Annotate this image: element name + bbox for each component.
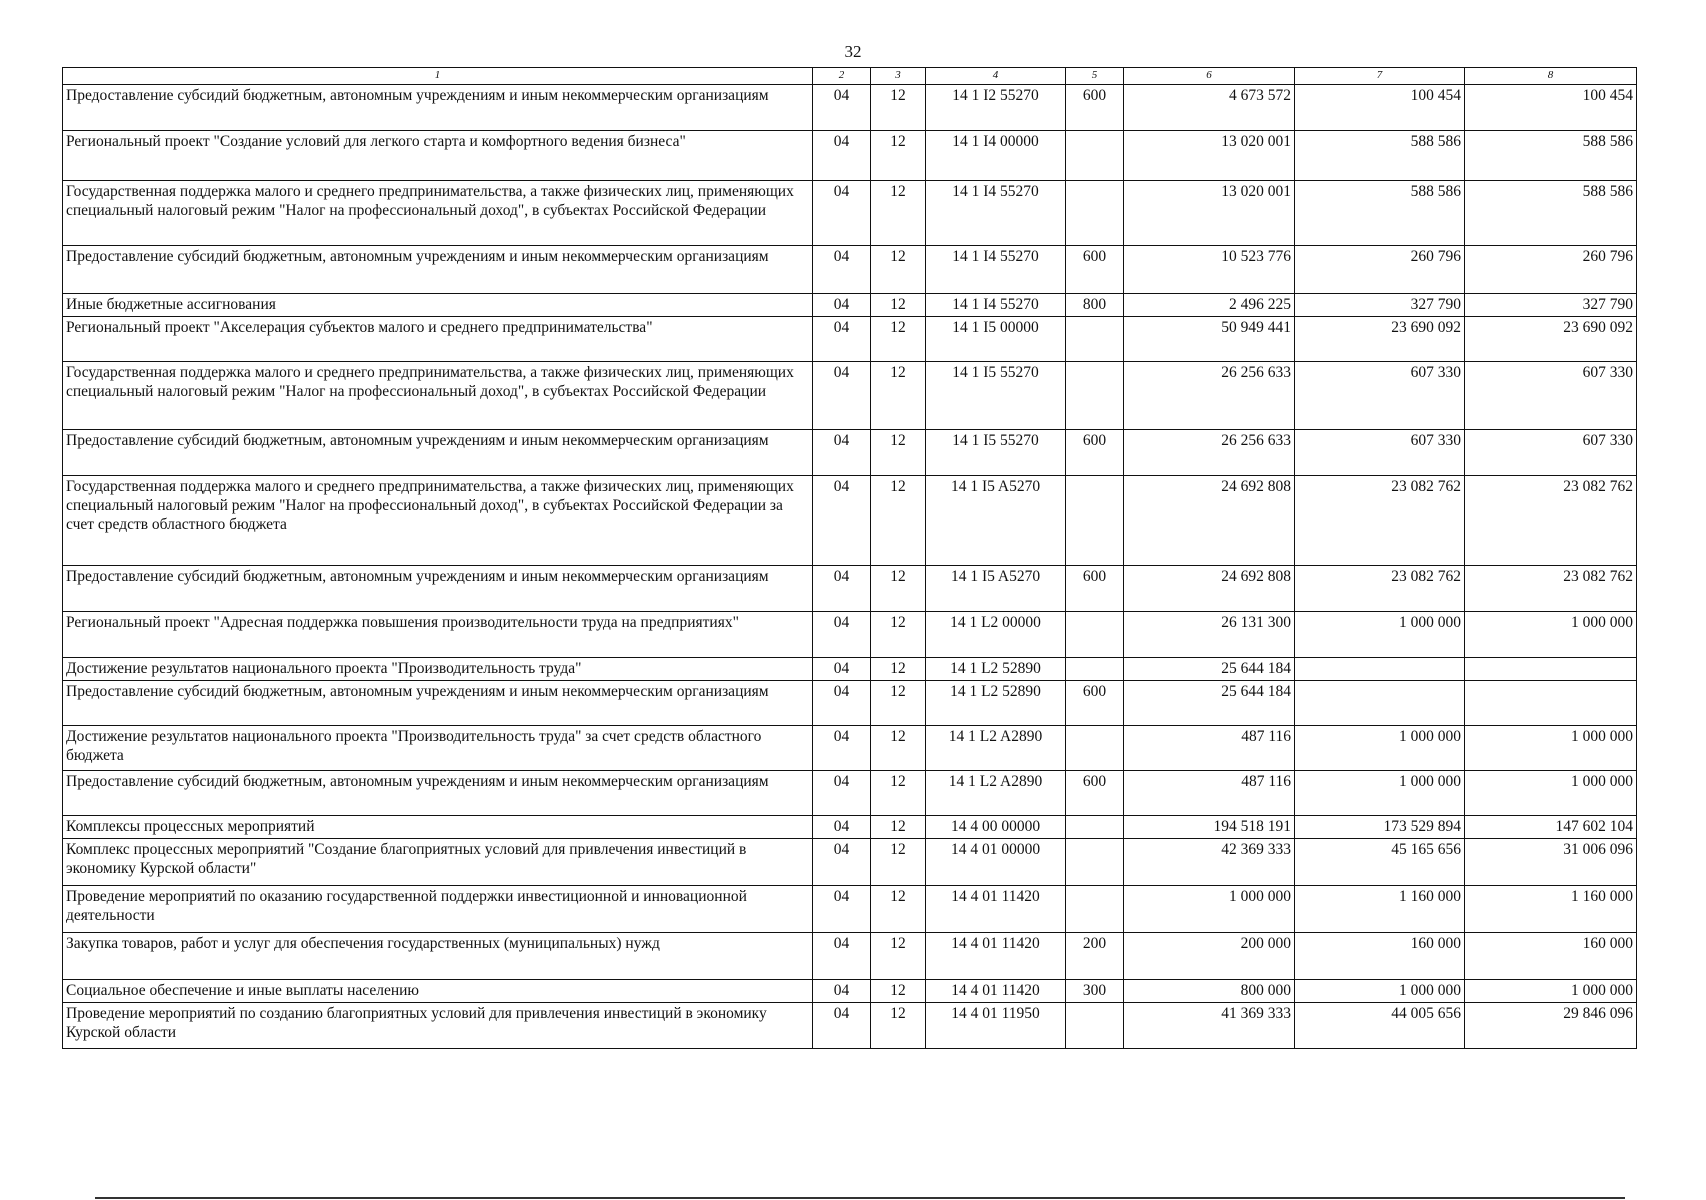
table-row bbox=[63, 362, 1637, 430]
cell-section: 04 bbox=[813, 1003, 871, 1049]
cell-subsection: 12 bbox=[871, 476, 926, 566]
cell-amount-year-2: 260 796 bbox=[1295, 246, 1465, 294]
cell-target-article: 14 4 00 00000 bbox=[926, 816, 1066, 839]
cell-section: 04 bbox=[813, 839, 871, 886]
cell-amount-year-2: 1 000 000 bbox=[1295, 612, 1465, 658]
cell-target-article: 14 1 I5 55270 bbox=[926, 430, 1066, 476]
header-cell: 8 bbox=[1465, 68, 1637, 85]
cell-subsection: 12 bbox=[871, 1003, 926, 1049]
cell-name: Проведение мероприятий по созданию благоприятных условий для привлечения инвестиций в экономику Курской области bbox=[63, 1003, 813, 1049]
cell-amount-year-1: 42 369 333 bbox=[1124, 839, 1295, 886]
table-row bbox=[63, 1003, 1637, 1049]
cell-amount-year-1: 26 256 633 bbox=[1124, 430, 1295, 476]
cell-section: 04 bbox=[813, 886, 871, 933]
cell-target-article: 14 4 01 11420 bbox=[926, 980, 1066, 1003]
table-row bbox=[63, 131, 1637, 181]
cell-target-article: 14 1 L2 52890 bbox=[926, 681, 1066, 726]
cell-amount-year-1: 26 256 633 bbox=[1124, 362, 1295, 430]
cell-target-article: 14 1 I5 A5270 bbox=[926, 476, 1066, 566]
cell-section: 04 bbox=[813, 246, 871, 294]
table-row bbox=[63, 886, 1637, 933]
cell-amount-year-3: 260 796 bbox=[1465, 246, 1637, 294]
table-row bbox=[63, 612, 1637, 658]
cell-name: Государственная поддержка малого и среднего предпринимательства, а также физических лиц, применяющих специальный налоговый режим "Налог на профессиональный доход", в субъектах Российской Федерации bbox=[63, 181, 813, 246]
cell-name: Комплекс процессных мероприятий "Создание благоприятных условий для привлечения инвестиций в экономику Курской области" bbox=[63, 839, 813, 886]
cell-target-article: 14 4 01 11950 bbox=[926, 1003, 1066, 1049]
cell-expense-type bbox=[1066, 816, 1124, 839]
cell-section: 04 bbox=[813, 362, 871, 430]
cell-expense-type: 200 bbox=[1066, 933, 1124, 980]
cell-amount-year-2: 607 330 bbox=[1295, 430, 1465, 476]
cell-section: 04 bbox=[813, 131, 871, 181]
table-row bbox=[63, 726, 1637, 771]
cell-section: 04 bbox=[813, 476, 871, 566]
cell-subsection: 12 bbox=[871, 839, 926, 886]
cell-subsection: 12 bbox=[871, 181, 926, 246]
cell-amount-year-1: 800 000 bbox=[1124, 980, 1295, 1003]
cell-amount-year-1: 25 644 184 bbox=[1124, 681, 1295, 726]
cell-name: Предоставление субсидий бюджетным, автономным учреждениям и иным некоммерческим организациям bbox=[63, 566, 813, 612]
cell-amount-year-1: 487 116 bbox=[1124, 726, 1295, 771]
cell-expense-type: 600 bbox=[1066, 566, 1124, 612]
cell-expense-type: 600 bbox=[1066, 430, 1124, 476]
cell-subsection: 12 bbox=[871, 726, 926, 771]
cell-subsection: 12 bbox=[871, 246, 926, 294]
cell-amount-year-2: 23 082 762 bbox=[1295, 566, 1465, 612]
cell-amount-year-1: 41 369 333 bbox=[1124, 1003, 1295, 1049]
cell-target-article: 14 1 L2 A2890 bbox=[926, 726, 1066, 771]
table-row bbox=[63, 294, 1637, 317]
cell-amount-year-3: 23 082 762 bbox=[1465, 476, 1637, 566]
cell-expense-type: 600 bbox=[1066, 681, 1124, 726]
cell-amount-year-1: 25 644 184 bbox=[1124, 658, 1295, 681]
cell-amount-year-2: 44 005 656 bbox=[1295, 1003, 1465, 1049]
cell-section: 04 bbox=[813, 980, 871, 1003]
cell-expense-type: 800 bbox=[1066, 294, 1124, 317]
cell-amount-year-3: 23 082 762 bbox=[1465, 566, 1637, 612]
cell-amount-year-3: 31 006 096 bbox=[1465, 839, 1637, 886]
cell-expense-type bbox=[1066, 476, 1124, 566]
cell-amount-year-3: 1 000 000 bbox=[1465, 771, 1637, 816]
cell-section: 04 bbox=[813, 726, 871, 771]
cell-subsection: 12 bbox=[871, 362, 926, 430]
cell-amount-year-2 bbox=[1295, 681, 1465, 726]
cell-amount-year-1: 487 116 bbox=[1124, 771, 1295, 816]
cell-amount-year-1: 1 000 000 bbox=[1124, 886, 1295, 933]
cell-target-article: 14 1 I5 A5270 bbox=[926, 566, 1066, 612]
cell-amount-year-3: 607 330 bbox=[1465, 430, 1637, 476]
cell-expense-type: 300 bbox=[1066, 980, 1124, 1003]
cell-name: Достижение результатов национального проекта "Производительность труда" bbox=[63, 658, 813, 681]
cell-target-article: 14 4 01 11420 bbox=[926, 886, 1066, 933]
cell-name: Предоставление субсидий бюджетным, автономным учреждениям и иным некоммерческим организациям bbox=[63, 430, 813, 476]
cell-amount-year-1: 26 131 300 bbox=[1124, 612, 1295, 658]
table-row bbox=[63, 980, 1637, 1003]
cell-amount-year-1: 200 000 bbox=[1124, 933, 1295, 980]
table-row bbox=[63, 476, 1637, 566]
table-row bbox=[63, 658, 1637, 681]
cell-section: 04 bbox=[813, 933, 871, 980]
cell-name: Комплексы процессных мероприятий bbox=[63, 816, 813, 839]
cell-amount-year-2: 588 586 bbox=[1295, 131, 1465, 181]
table-row bbox=[63, 816, 1637, 839]
cell-amount-year-3: 147 602 104 bbox=[1465, 816, 1637, 839]
cell-target-article: 14 1 I5 55270 bbox=[926, 362, 1066, 430]
cell-target-article: 14 4 01 00000 bbox=[926, 839, 1066, 886]
cell-name: Достижение результатов национального проекта "Производительность труда" за счет средств областного бюджета bbox=[63, 726, 813, 771]
cell-amount-year-1: 13 020 001 bbox=[1124, 181, 1295, 246]
cell-amount-year-2: 1 000 000 bbox=[1295, 980, 1465, 1003]
cell-name: Закупка товаров, работ и услуг для обеспечения государственных (муниципальных) нужд bbox=[63, 933, 813, 980]
cell-amount-year-2: 45 165 656 bbox=[1295, 839, 1465, 886]
bottom-divider bbox=[95, 1197, 1625, 1199]
cell-name: Предоставление субсидий бюджетным, автономным учреждениям и иным некоммерческим организациям bbox=[63, 85, 813, 131]
cell-amount-year-3: 607 330 bbox=[1465, 362, 1637, 430]
cell-section: 04 bbox=[813, 816, 871, 839]
cell-subsection: 12 bbox=[871, 816, 926, 839]
cell-expense-type bbox=[1066, 181, 1124, 246]
table-row bbox=[63, 839, 1637, 886]
cell-name: Региональный проект "Акселерация субъектов малого и среднего предпринимательства" bbox=[63, 317, 813, 362]
cell-amount-year-1: 24 692 808 bbox=[1124, 566, 1295, 612]
cell-expense-type bbox=[1066, 658, 1124, 681]
cell-target-article: 14 1 I2 55270 bbox=[926, 85, 1066, 131]
header-cell: 2 bbox=[813, 68, 871, 85]
cell-amount-year-3: 1 000 000 bbox=[1465, 612, 1637, 658]
cell-amount-year-1: 2 496 225 bbox=[1124, 294, 1295, 317]
budget-table bbox=[62, 67, 1637, 1049]
cell-amount-year-1: 24 692 808 bbox=[1124, 476, 1295, 566]
cell-amount-year-3: 29 846 096 bbox=[1465, 1003, 1637, 1049]
cell-amount-year-3: 327 790 bbox=[1465, 294, 1637, 317]
cell-amount-year-2: 1 160 000 bbox=[1295, 886, 1465, 933]
cell-target-article: 14 1 I4 55270 bbox=[926, 181, 1066, 246]
cell-name: Государственная поддержка малого и среднего предпринимательства, а также физических лиц, применяющих специальный налоговый режим "Налог на профессиональный доход", в субъектах Российской Федерации bbox=[63, 362, 813, 430]
cell-name: Региональный проект "Создание условий для легкого старта и комфортного ведения бизнеса" bbox=[63, 131, 813, 181]
cell-section: 04 bbox=[813, 612, 871, 658]
cell-subsection: 12 bbox=[871, 430, 926, 476]
cell-amount-year-3: 588 586 bbox=[1465, 181, 1637, 246]
cell-target-article: 14 1 I5 00000 bbox=[926, 317, 1066, 362]
cell-amount-year-1: 10 523 776 bbox=[1124, 246, 1295, 294]
cell-expense-type bbox=[1066, 726, 1124, 771]
table-row bbox=[63, 317, 1637, 362]
header-cell: 4 bbox=[926, 68, 1066, 85]
cell-amount-year-2: 607 330 bbox=[1295, 362, 1465, 430]
cell-expense-type bbox=[1066, 317, 1124, 362]
cell-amount-year-2: 1 000 000 bbox=[1295, 726, 1465, 771]
cell-amount-year-1: 13 020 001 bbox=[1124, 131, 1295, 181]
cell-subsection: 12 bbox=[871, 681, 926, 726]
cell-section: 04 bbox=[813, 181, 871, 246]
cell-expense-type bbox=[1066, 362, 1124, 430]
table-row bbox=[63, 85, 1637, 131]
cell-amount-year-2: 23 082 762 bbox=[1295, 476, 1465, 566]
cell-section: 04 bbox=[813, 658, 871, 681]
cell-amount-year-3: 23 690 092 bbox=[1465, 317, 1637, 362]
cell-amount-year-2: 588 586 bbox=[1295, 181, 1465, 246]
cell-expense-type: 600 bbox=[1066, 771, 1124, 816]
cell-subsection: 12 bbox=[871, 317, 926, 362]
table-body bbox=[63, 85, 1637, 1049]
cell-amount-year-2: 160 000 bbox=[1295, 933, 1465, 980]
cell-subsection: 12 bbox=[871, 294, 926, 317]
header-cell: 7 bbox=[1295, 68, 1465, 85]
cell-subsection: 12 bbox=[871, 612, 926, 658]
cell-amount-year-2: 173 529 894 bbox=[1295, 816, 1465, 839]
cell-name: Социальное обеспечение и иные выплаты населению bbox=[63, 980, 813, 1003]
cell-name: Предоставление субсидий бюджетным, автономным учреждениям и иным некоммерческим организациям bbox=[63, 246, 813, 294]
cell-amount-year-3: 100 454 bbox=[1465, 85, 1637, 131]
cell-amount-year-2: 327 790 bbox=[1295, 294, 1465, 317]
header-cell: 6 bbox=[1124, 68, 1295, 85]
cell-subsection: 12 bbox=[871, 771, 926, 816]
cell-section: 04 bbox=[813, 681, 871, 726]
cell-amount-year-2 bbox=[1295, 658, 1465, 681]
cell-target-article: 14 1 L2 52890 bbox=[926, 658, 1066, 681]
cell-subsection: 12 bbox=[871, 85, 926, 131]
cell-target-article: 14 1 L2 A2890 bbox=[926, 771, 1066, 816]
cell-amount-year-3: 1 160 000 bbox=[1465, 886, 1637, 933]
page-number: 32 bbox=[844, 42, 862, 61]
table-row bbox=[63, 933, 1637, 980]
cell-amount-year-3: 1 000 000 bbox=[1465, 980, 1637, 1003]
table-row bbox=[63, 181, 1637, 246]
cell-target-article: 14 1 I4 55270 bbox=[926, 294, 1066, 317]
cell-amount-year-2: 23 690 092 bbox=[1295, 317, 1465, 362]
cell-expense-type bbox=[1066, 1003, 1124, 1049]
cell-name: Проведение мероприятий по оказанию государственной поддержки инвестиционной и инновационной деятельности bbox=[63, 886, 813, 933]
table-row bbox=[63, 430, 1637, 476]
header-cell: 3 bbox=[871, 68, 926, 85]
cell-amount-year-2: 100 454 bbox=[1295, 85, 1465, 131]
cell-section: 04 bbox=[813, 430, 871, 476]
cell-subsection: 12 bbox=[871, 886, 926, 933]
cell-amount-year-3 bbox=[1465, 681, 1637, 726]
table-row bbox=[63, 566, 1637, 612]
cell-amount-year-1: 194 518 191 bbox=[1124, 816, 1295, 839]
cell-expense-type: 600 bbox=[1066, 85, 1124, 131]
cell-amount-year-1: 50 949 441 bbox=[1124, 317, 1295, 362]
cell-name: Предоставление субсидий бюджетным, автономным учреждениям и иным некоммерческим организациям bbox=[63, 771, 813, 816]
cell-amount-year-3 bbox=[1465, 658, 1637, 681]
cell-section: 04 bbox=[813, 317, 871, 362]
cell-target-article: 14 1 I4 55270 bbox=[926, 246, 1066, 294]
cell-name: Государственная поддержка малого и среднего предпринимательства, а также физических лиц, применяющих специальный налоговый режим "Налог на профессиональный доход", в субъектах Российской Федерации за счет средств областного бюджета bbox=[63, 476, 813, 566]
table-row bbox=[63, 246, 1637, 294]
cell-amount-year-3: 160 000 bbox=[1465, 933, 1637, 980]
cell-expense-type bbox=[1066, 612, 1124, 658]
table-row bbox=[63, 771, 1637, 816]
header-row bbox=[63, 68, 1637, 85]
cell-expense-type: 600 bbox=[1066, 246, 1124, 294]
cell-subsection: 12 bbox=[871, 933, 926, 980]
cell-amount-year-3: 588 586 bbox=[1465, 131, 1637, 181]
cell-subsection: 12 bbox=[871, 980, 926, 1003]
header-cell: 5 bbox=[1066, 68, 1124, 85]
cell-name: Региональный проект "Адресная поддержка повышения производительности труда на предприятиях" bbox=[63, 612, 813, 658]
cell-subsection: 12 bbox=[871, 658, 926, 681]
cell-amount-year-2: 1 000 000 bbox=[1295, 771, 1465, 816]
cell-section: 04 bbox=[813, 294, 871, 317]
cell-expense-type bbox=[1066, 131, 1124, 181]
table-row bbox=[63, 681, 1637, 726]
cell-amount-year-3: 1 000 000 bbox=[1465, 726, 1637, 771]
cell-target-article: 14 1 I4 00000 bbox=[926, 131, 1066, 181]
header-cell: 1 bbox=[63, 68, 813, 85]
cell-name: Предоставление субсидий бюджетным, автономным учреждениям и иным некоммерческим организациям bbox=[63, 681, 813, 726]
cell-subsection: 12 bbox=[871, 131, 926, 181]
cell-section: 04 bbox=[813, 85, 871, 131]
cell-section: 04 bbox=[813, 566, 871, 612]
cell-target-article: 14 1 L2 00000 bbox=[926, 612, 1066, 658]
cell-expense-type bbox=[1066, 886, 1124, 933]
cell-expense-type bbox=[1066, 839, 1124, 886]
cell-target-article: 14 4 01 11420 bbox=[926, 933, 1066, 980]
cell-amount-year-1: 4 673 572 bbox=[1124, 85, 1295, 131]
cell-subsection: 12 bbox=[871, 566, 926, 612]
cell-name: Иные бюджетные ассигнования bbox=[63, 294, 813, 317]
cell-section: 04 bbox=[813, 771, 871, 816]
